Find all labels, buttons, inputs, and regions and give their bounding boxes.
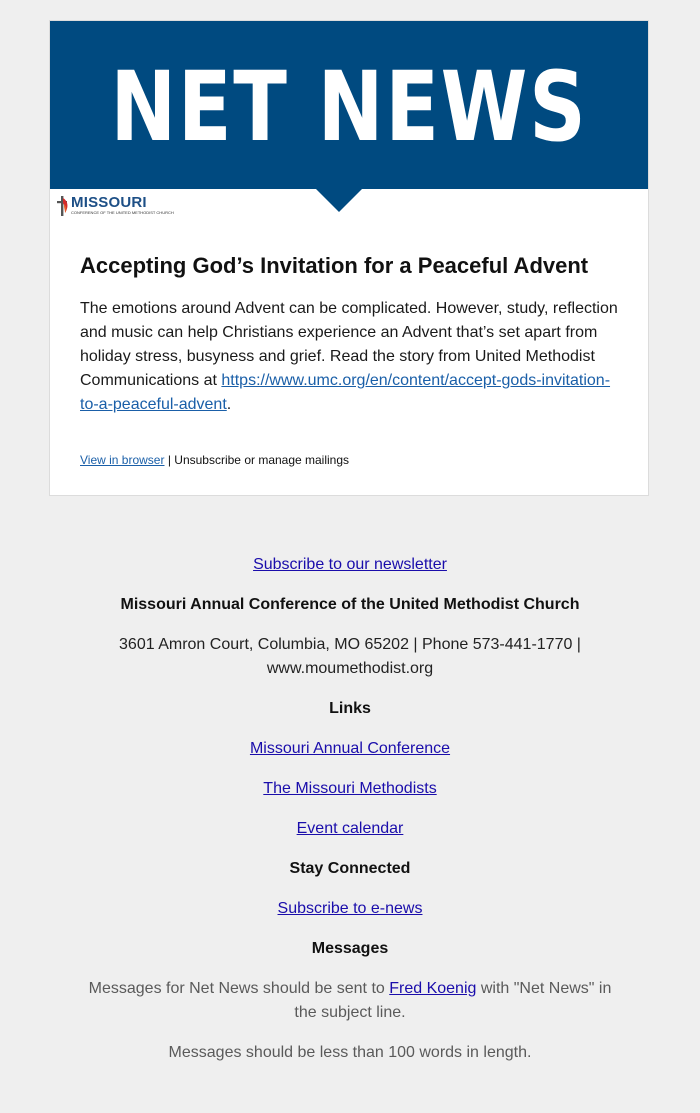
mailing-meta	[80, 453, 349, 467]
article-link[interactable]: https://www.umc.org/en/content/accept-gods-invitation-to-a-peaceful-advent	[80, 372, 611, 413]
missouri-methodists-link[interactable]: The Missouri Methodists	[263, 780, 437, 797]
logo-subtitle: CONFERENCE OF THE UNITED METHODIST CHURCH	[71, 210, 174, 215]
view-in-browser-link[interactable]: View in browser	[80, 453, 165, 467]
org-address: 3601 Amron Court, Columbia, MO 65202 | Phone 573-441-1770 | www.moumethodist.org	[119, 636, 581, 677]
cross-flame-icon	[56, 195, 70, 217]
article-body-text: The emotions around Advent can be complicated. However, study, reflection and music can help Christians experience an Advent that’s set apart from holiday stress, busyness and grief. Read the story from United Methodist Communications at	[80, 300, 618, 389]
logo-wordmark: MISSOURI	[71, 194, 147, 211]
meta-separator: |	[164, 453, 175, 467]
banner-pointer	[315, 188, 363, 212]
fred-koenig-link[interactable]: Fred Koenig	[389, 980, 477, 997]
messages-limit: Messages should be less than 100 words in length.	[168, 1044, 532, 1061]
header-banner	[50, 21, 648, 189]
event-calendar-link[interactable]: Event calendar	[296, 820, 404, 837]
article-body	[80, 297, 625, 417]
missouri-conference-link[interactable]: Missouri Annual Conference	[249, 740, 451, 757]
missouri-logo	[56, 195, 174, 219]
unsubscribe-text: Unsubscribe or manage mailings	[174, 453, 350, 467]
article-headline: Accepting God’s Invitation for a Peaceful Advent	[80, 253, 589, 278]
newsletter-card	[49, 20, 649, 496]
links-heading: Links	[329, 700, 371, 717]
org-name: Missouri Annual Conference of the United Methodist Church	[120, 596, 580, 613]
banner-title: NET NEWS	[110, 51, 588, 163]
messages-suffix: with "Net News" in the subject line.	[294, 980, 612, 1021]
stay-connected-heading: Stay Connected	[289, 860, 411, 877]
subscribe-newsletter-link[interactable]: Subscribe to our newsletter	[253, 556, 447, 573]
messages-prefix: Messages for Net News should be sent to	[88, 980, 390, 997]
footer	[0, 553, 700, 1081]
article-body-end: .	[226, 396, 232, 413]
messages-heading: Messages	[311, 940, 389, 957]
subscribe-enews-link[interactable]: Subscribe to e-news	[277, 900, 423, 917]
messages-instructions	[85, 977, 615, 1025]
